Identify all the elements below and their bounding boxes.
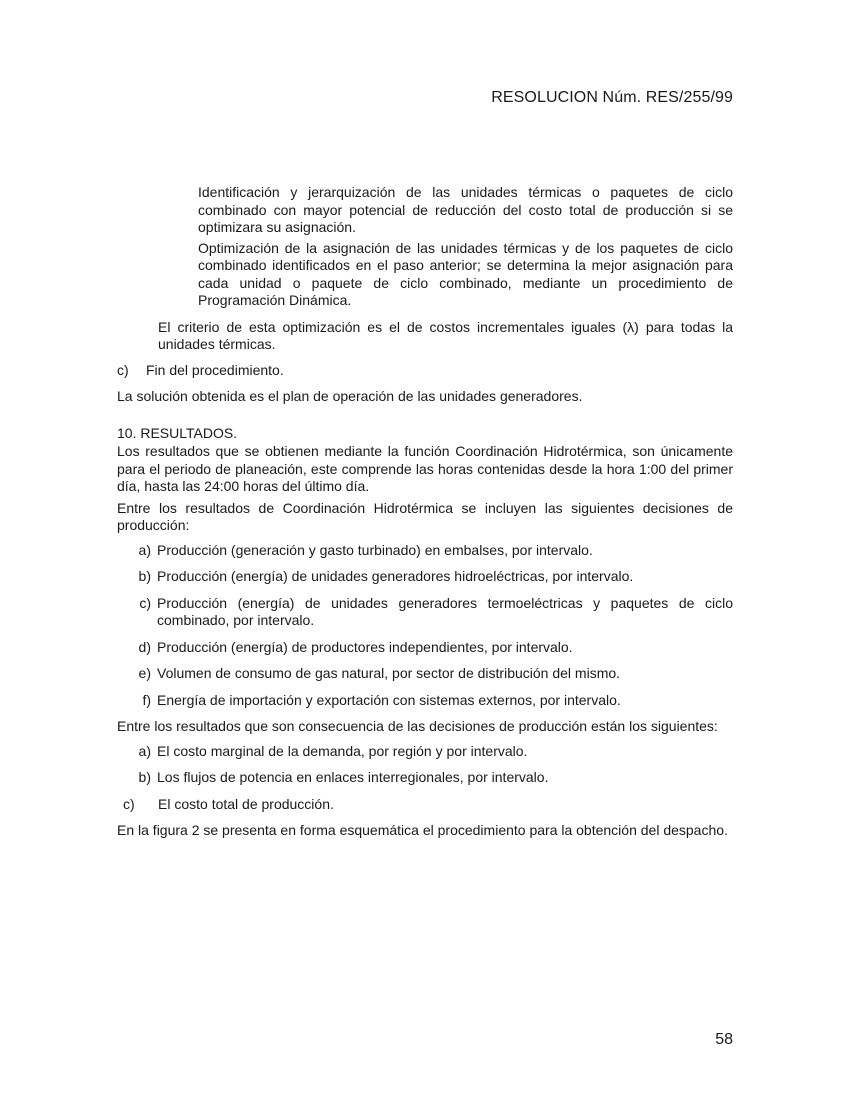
closing-paragraph: En la figura 2 se presenta en forma esquemática el procedimiento para la obtención del despacho. — [117, 822, 728, 838]
end-procedure-item — [117, 362, 733, 380]
list-marker: b) — [138, 568, 151, 584]
list-item — [117, 542, 733, 560]
consequences-list — [117, 743, 733, 814]
list-item-text: Producción (energía) de unidades generadores hidroeléctricas, por intervalo. — [157, 568, 634, 584]
list-marker: c) — [123, 795, 135, 812]
decisions-list — [117, 542, 733, 710]
list-item — [117, 769, 733, 787]
list-item-text: Producción (energía) de unidades generadores termoeléctricas y paquetes de ciclo combinado, por intervalo. — [157, 594, 733, 628]
section-title: 10. RESULTADOS. — [117, 424, 238, 441]
list-item — [117, 568, 733, 586]
consequences-intro-paragraph: Entre los resultados que son consecuencia de las decisiones de producción están los siguientes: — [117, 718, 718, 734]
page-number: 58 — [715, 1031, 733, 1048]
list-marker: a) — [138, 541, 151, 558]
list-item-text: Energía de importación y exportación con sistemas externos, por intervalo. — [157, 691, 621, 708]
list-item — [117, 796, 733, 814]
list-item-text: El costo marginal de la demanda, por región y por intervalo. — [157, 742, 528, 759]
step-paragraph-2: Optimización de la asignación de las unidades térmicas y de los paquetes de ciclo combinado identificados en el paso anterior; se determina la mejor asignación para cada unidad o paquete de ciclo combinado, mediante un procedimiento de Programación Dinámica. — [198, 239, 733, 308]
results-intro-paragraph: Los resultados que se obtienen mediante la función Coordinación Hidrotérmica, son únicamente para el periodo de planeación, este comprende las horas contenidas desde la hora 1:00 del primer día, hasta las 24:00 horas del último día. — [117, 443, 733, 494]
list-marker: d) — [138, 638, 151, 655]
document-header: RESOLUCION Núm. RES/255/99 — [491, 89, 733, 106]
criterion-paragraph: El criterio de esta optimización es el de costos incrementales iguales (λ) para todas la unidades térmicas. — [158, 318, 733, 352]
decisions-intro-paragraph: Entre los resultados de Coordinación Hidrotérmica se incluyen las siguientes decisiones de producción: — [117, 499, 733, 533]
list-item — [117, 692, 733, 710]
list-item-text: Fin del procedimiento. — [146, 361, 284, 378]
list-item-text: Volumen de consumo de gas natural, por sector de distribución del mismo. — [157, 665, 621, 681]
list-marker: c) — [117, 361, 129, 378]
list-marker: e) — [138, 665, 151, 681]
list-item-text: Producción (energía) de productores independientes, por intervalo. — [157, 638, 573, 655]
list-item-text: El costo total de producción. — [158, 795, 334, 812]
list-marker: b) — [138, 769, 151, 785]
list-item — [117, 639, 733, 657]
list-marker: c) — [139, 594, 151, 611]
list-item — [117, 743, 733, 761]
list-item — [117, 665, 733, 683]
list-marker: a) — [138, 742, 151, 759]
list-marker: f) — [142, 691, 151, 708]
list-item — [117, 595, 733, 630]
solution-paragraph: La solución obtenida es el plan de operación de las unidades generadores. — [117, 388, 583, 404]
document-body — [117, 184, 733, 840]
list-item-text: Producción (generación y gasto turbinado) en embalses, por intervalo. — [157, 541, 593, 558]
list-item-text: Los flujos de potencia en enlaces interregionales, por intervalo. — [157, 769, 549, 785]
step-paragraph-1: Identificación y jerarquización de las unidades térmicas o paquetes de ciclo combinado con mayor potencial de reducción del costo total de producción si se optimizara su asignación. — [198, 184, 733, 235]
